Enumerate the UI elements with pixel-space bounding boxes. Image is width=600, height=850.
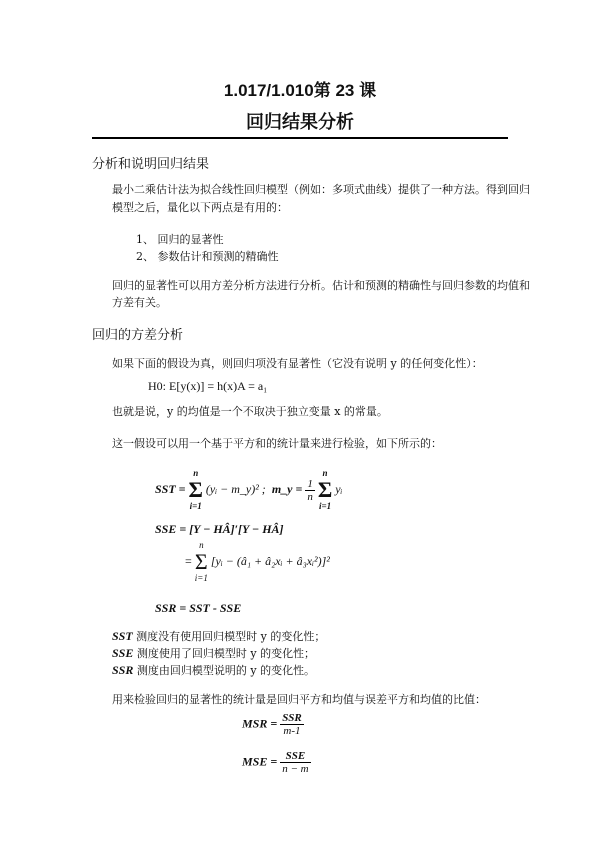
sigma: Σ [194,549,208,574]
sigma: Σ [317,477,333,502]
frac-num: 1 [307,477,313,490]
stat-intro: 用来检验回归的显著性的统计量是回归平方和均值与误差平方和均值的比值： [112,693,486,706]
eq-my-lhs: m_y = [271,481,303,496]
def-ssr-symbol: SSR [112,663,134,677]
eq-my-body: yᵢ [335,481,343,496]
def-sse-symbol: SSE [112,646,134,660]
list-item: 2、 参数估计和预测的精确性 [136,250,279,263]
sum-lower: i=1 [318,501,332,511]
sum-symbol [195,540,208,584]
sum-lower: i=1 [194,573,208,583]
eq-sst [155,468,342,512]
null-hypothesis: H0: E[y(x)] = h(x)A = a₁ [148,379,268,393]
sum-upper: n [193,468,199,478]
def-sst-text: 测度没有使用回归模型时 y 的变化性； [132,630,326,643]
eq-msr [242,712,304,737]
def-sst-symbol: SST [112,629,133,643]
frac-den: n [307,490,313,503]
section-heading-analysis: 分析和说明回归结果 [92,157,210,172]
eq-sse-line2-body: [yᵢ − (â₁ + â₂xᵢ + â₃xᵢ²)]² [210,553,330,568]
page-title: 回归结果分析 [246,112,354,133]
def-ssr [112,660,315,681]
hypothesis-meaning: 也就是说，y 的均值是一个不取决于独立变量 x 的常量。 [112,405,388,418]
course-code: 1.017/1.010 [223,81,314,100]
section-heading-anova: 回归的方差分析 [92,328,184,343]
para1-line1: 最小二乘估计法为拟合线性回归模型（例如：多项式曲线）提供了一种方法。得到回归 [112,183,530,196]
list-item: 1、 回归的显著性 [136,233,224,246]
eq-msr-fraction [280,712,304,737]
eq-sse-line2: = n Σ i=1 [yᵢ − (â₁ + â₂xᵢ + â₃xᵢ²)]² [185,540,330,583]
def-sse-text: 测度使用了回归模型时 y 的变化性； [133,647,316,660]
eq-sst-lhs: SST = [155,481,186,496]
test-intro: 这一假设可以用一个基于平方和的统计量来进行检验，如下所示的： [112,437,442,450]
sum-symbol [318,468,332,512]
lesson-number: 23 [335,81,355,100]
eq-mse-fraction [280,750,310,775]
def-ssr-text: 测度由回归模型说明的 y 的变化性。 [133,664,316,677]
frac-num: SSR [282,712,302,724]
sigma: Σ [188,477,203,502]
hypothesis-intro: 如果下面的假设为真，则回归项没有显著性（它没有说明 y 的任何变化性）： [112,357,483,370]
lesson-prefix: 第 [313,81,331,101]
eq-my-fraction [305,478,315,503]
para1-line2: 模型之后，量化以下两点是有用的： [112,201,288,214]
para2-line1: 回归的显著性可以用方差分析方法进行分析。估计和预测的精确性与回归参数的均值和 [112,279,530,292]
eq-sse-line1: SSE = [Y − HÂ]′[Y − HÂ] [155,522,284,536]
para2-line2: 方差有关。 [112,296,167,309]
eq-mse-lhs: MSE = [242,754,278,769]
frac-den: n − m [282,763,309,775]
eq-mse [242,750,311,775]
sum-lower: i=1 [189,501,202,511]
eq-msr-lhs: MSR = [242,716,278,731]
frac-den: m-1 [283,725,301,737]
sum-upper: n [322,468,328,478]
eq-ssr: SSR = SST - SSE [155,601,242,615]
course-title [0,76,600,101]
frac-num: SSE [280,750,310,763]
lesson-suffix: 课 [359,81,377,101]
title-divider [92,137,508,139]
sum-upper: n [199,540,204,550]
eq-sst-body: (yᵢ − m_y)² ; [205,481,266,496]
sum-symbol [189,468,203,512]
